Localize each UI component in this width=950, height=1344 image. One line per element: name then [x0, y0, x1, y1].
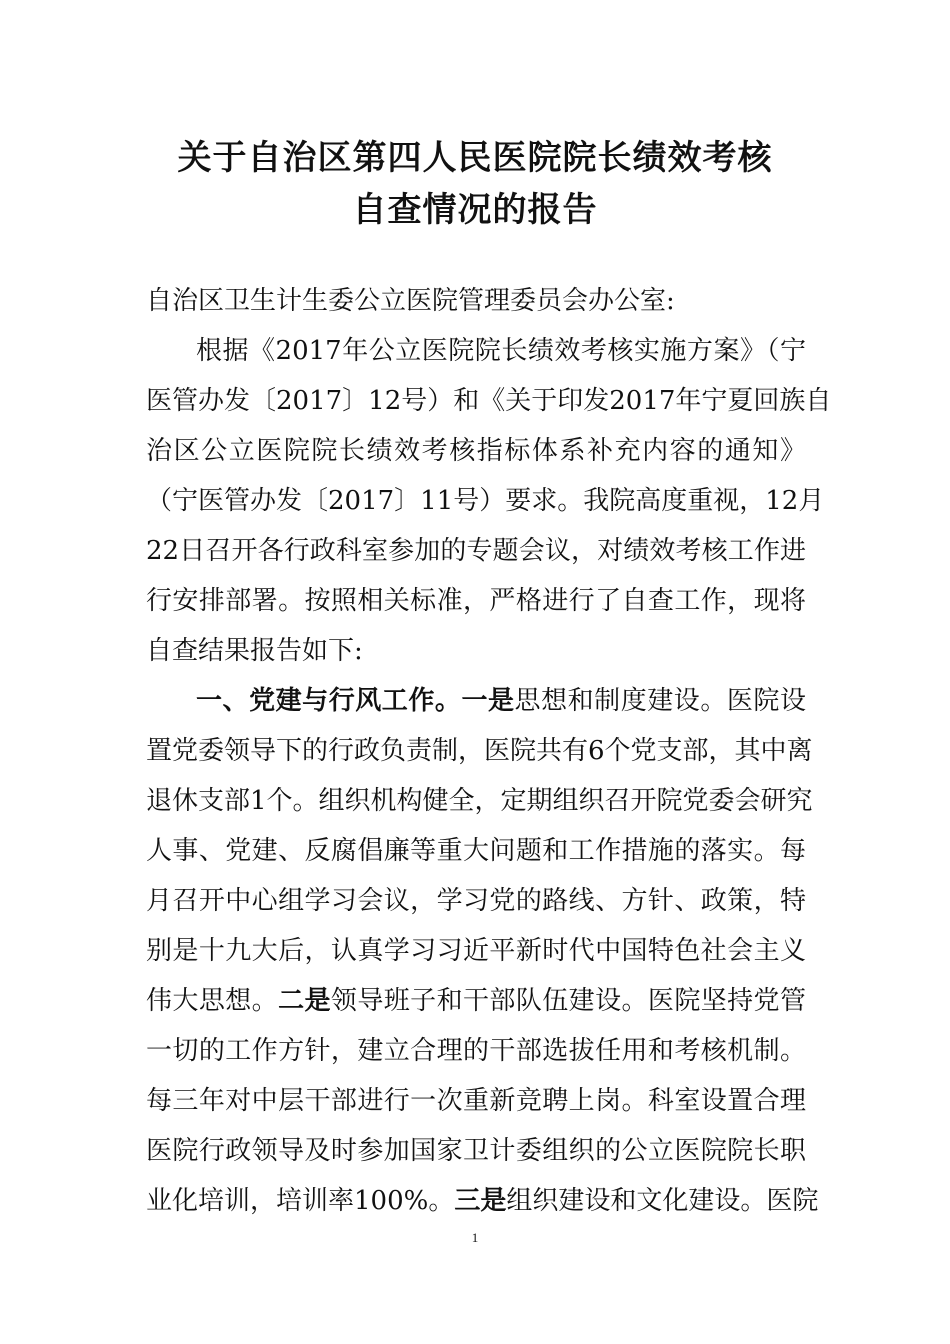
section1-heading: 一、党建与行风工作。	[196, 686, 462, 716]
salutation: 自治区卫生计生委公立医院管理委员会办公室:	[146, 286, 675, 316]
point3-label: 三是	[454, 1186, 507, 1216]
section1-line-6: 别是十九大后，认真学习习近平新时代中国特色社会主义	[146, 936, 806, 966]
intro-line-6: 行安排部署。按照相关标准，严格进行了自查工作，现将	[146, 586, 806, 616]
section1-line-2: 置党委领导下的行政负责制，医院共有6个党支部，其中离	[146, 736, 813, 766]
report-title-line-1: 关于自治区第四人民医院院长绩效考核	[177, 138, 773, 178]
section1-line-7-pre: 伟大思想。	[146, 986, 279, 1016]
section1-line-4: 人事、党建、反腐倡廉等重大问题和工作措施的落实。每	[146, 836, 806, 866]
intro-line-2: 医管办发〔2017〕12号）和《关于印发2017年宁夏回族自	[146, 386, 832, 416]
section1-line-7-rest: 领导班子和干部队伍建设。医院坚持党管	[330, 986, 806, 1016]
intro-line-5: 22日召开各行政科室参加的专题会议，对绩效考核工作进	[146, 536, 806, 566]
section1-line-1-rest: 思想和制度建设。医院设	[514, 686, 806, 716]
section1-line-11-rest: 组织建设和文化建设。医院	[506, 1186, 819, 1216]
section1-line-7	[146, 984, 806, 1018]
point2-label: 二是	[278, 986, 331, 1016]
section1-line-11-pre: 业化培训，培训率100%。	[146, 1186, 455, 1216]
section1-line-11	[146, 1184, 819, 1218]
section1-line-5: 月召开中心组学习会议，学习党的路线、方针、政策，特	[146, 886, 806, 916]
intro-line-7: 自查结果报告如下:	[146, 636, 363, 666]
section1-line-1	[196, 684, 806, 718]
page-number: 1	[471, 1230, 479, 1245]
intro-line-3: 治区公立医院院长绩效考核指标体系补充内容的通知》	[146, 436, 806, 466]
section1-line-8: 一切的工作方针，建立合理的干部选拔任用和考核机制。	[146, 1036, 806, 1066]
intro-line-1: 根据《2017年公立医院院长绩效考核实施方案》（宁	[196, 336, 806, 366]
intro-line-4: （宁医管办发〔2017〕11号）要求。我院高度重视，12月	[146, 486, 825, 516]
section1-line-3: 退休支部1个。组织机构健全，定期组织召开院党委会研究	[146, 786, 813, 816]
point1-label: 一是	[461, 686, 515, 716]
section1-line-10: 医院行政领导及时参加国家卫计委组织的公立医院院长职	[146, 1136, 806, 1166]
report-title-line-2: 自查情况的报告	[352, 190, 598, 230]
section1-line-9: 每三年对中层干部进行一次重新竞聘上岗。科室设置合理	[146, 1086, 806, 1116]
